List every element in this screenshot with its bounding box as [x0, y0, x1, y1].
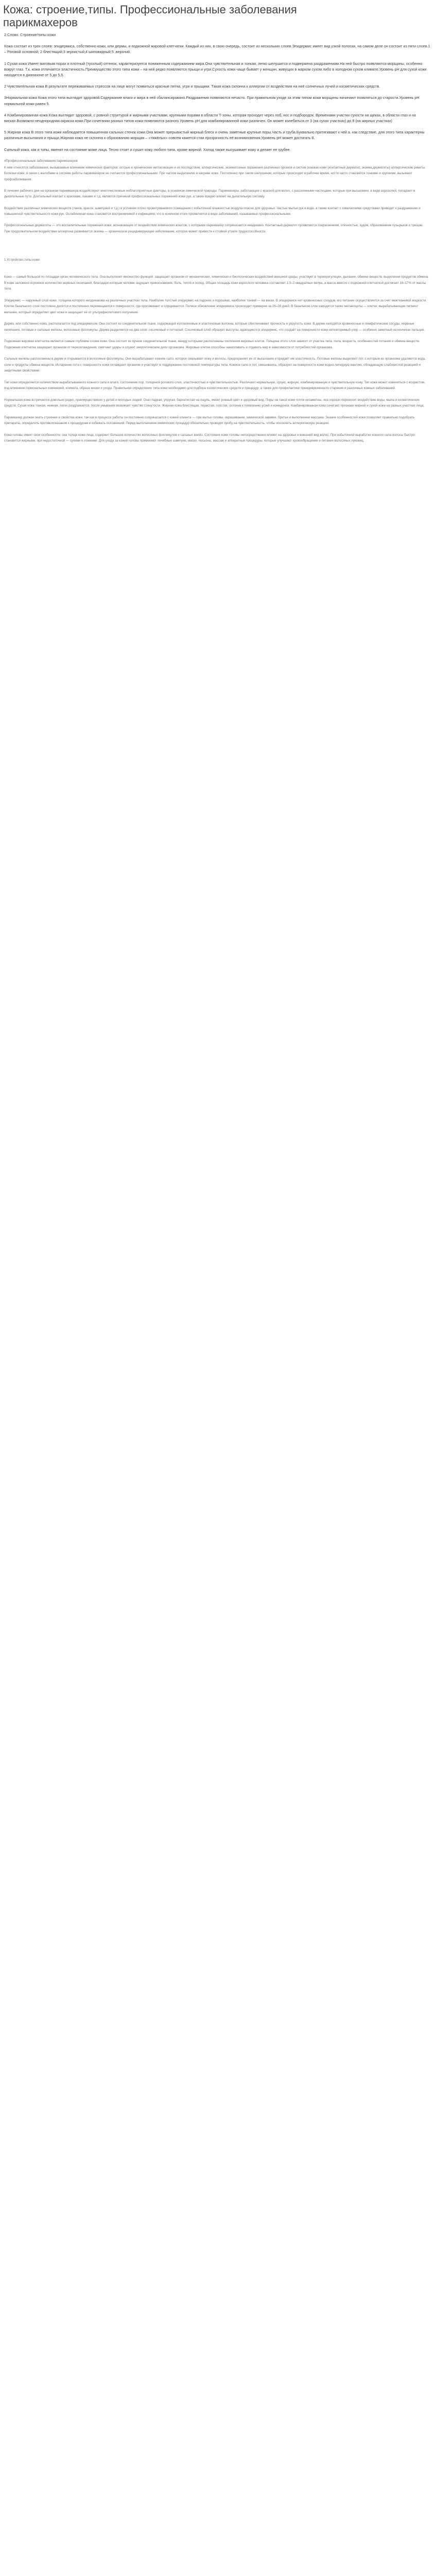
paragraph: 2 Чувствительная кожа В результате переживаемых стрессов на лице могут появиться красные пятна, угри и прыщики. Такая кожа склонна к аллергии от воздействия на неё солнечных лучей и косметических средств. — [4, 84, 380, 89]
paragraph: Сальные железы расположены в дерме и открываются в волосяные фолликулы. Они вырабатывают кожное сало, которое смазывает кожу и волосы, предохраняет их от высыхания и придаёт им эластичность. Потовые железы выделяют пот, с которым из организма удаляются вода, соли и продукты обмена веществ. Испарение пота с поверхности кожи охлаждает организм и участвует в поддержании постоянной температуры тела. Кожное сало и пот, смешиваясь, образуют на поверхности кожи водно-липидную мантию, обладающую слабокислой реакцией и защитными свойствами. — [4, 357, 426, 373]
skin-types-section — [0, 32, 436, 152]
section-heading: 1.Устройство,типы кожи — [4, 258, 40, 262]
paragraph: Тип кожи определяется количеством вырабатываемого кожного сала и влаги, состоянием пор, толщиной рогового слоя, эластичностью и чувствительностью. Различают нормальную, сухую, жирную, комбинированную и чувствительную кожу. Тип кожи может изменяться с возрастом, под влиянием гормональных изменений, климата, образа жизни и ухода. Правильное определение типа кожи необходимо для подбора косметических средств и процедур, а также для профилактики преждевременного старения и различных кожных заболеваний. — [4, 380, 425, 391]
occupational-diseases-section — [0, 158, 436, 234]
paragraph: 1 Сухая кожа Имеет матовым порах и плотный (тусклый) оттенок, характеризуется пониженным содержанием жира.Она чувствительная и тонкая, легко шелушится и подвержена раздражениям.На ней быстро появляются морщины, особенно вокруг глаз. Т.к. кожа отличается эластичность.Преимущество этого типа кожи – на ней редко появляются прыщи и угри.Сухость кожи чаще бывает у женщин, живущих в жарком сухом либо в холодном сухом климате.Уровень рН для сухой кожи находится в диапазоне от 5 до 5,5. — [4, 61, 427, 78]
skin-structure-section — [0, 257, 436, 444]
paragraph: Кожа состоит из трех слоев: эпидермиса, собственно кожи, или дермы, и подкожной жировой клетчатки. Каждый из них, в свою очередь, состоит из нескольких слоев.Эпидермис имеет вид узкой полоски, на самом деле он состоит из пяти слоев.1 – Роговой основной; 2 блестящий;3 зернистый;4 шиповидный;5 ,верхний. — [4, 44, 430, 55]
page-title: Кожа: строение,типы. Профессиональные заболевания парикмахеров — [3, 3, 297, 29]
paragraph: 3Нормальная кожа Кожа этого типа выглядит здоровой.Содержание влаги и жира в ней сбалансировано.Раздражения появляются нечасто. При правильном уходе за этим типом кожи морщины начинают появляться до старости.Уровень рН нормальной кожи равен 5. — [4, 95, 420, 106]
paragraph: 4 Комбинированная кожа Кожа выглядит здоровой, с ровной структурой и жирными участками, крупными порами в области Т-зоны, которая проходит через лоб, нос и подбородок. Временами участки сухости на щеках, в области глаз и на висках.Возможно неоднородная окраска кожи.При сочетании разных типов кожи появляются разного Уровень рН для комбинированной кожи различен. Он может колебаться от 3 (на сухих участках) до 8 (на жирных участках) — [4, 112, 416, 124]
document-page — [0, 0, 436, 460]
paragraph: К ним относятся заболевания, вызываемые влиянием химических факторов: острые и хронические интоксикации и их последствия; аллергические, экзематозные поражения различных органов и систем (конжая кожи (контактный дерматит, экзема,дерматиты) аллергические ринеты. Болезни кожи, в связи с жалобами в системе работы парикмахеров не считаются профессиональными. При частом выделениях в нагреве кожи. Постепенно при таком шелушении, которые происходят в рабочее время, ногти часто становятся тонкими и хрупкими, вызывают профзаболевания. — [4, 166, 426, 181]
paragraph: В течение рабочего дня на организм парикмахера воздействуют многочисленные неблагоприятные факторы, в основном химической природы. Парикмахеры, работающие с краской для волос, с рассеянными частицами, которые при высыхании, в виде аэрозолей, попадают в дыхательные пути. Длительный контакт с красками, лаками и т.д. является причиной профессиональных поражений кожи рук, а также вредно влияет на дыхательную систему. — [4, 189, 415, 199]
paragraph: Профессиональные дерматиты — это воспалительные поражения кожи, возникающие от воздействия химических агентов, с которыми парикмахер соприкасается ежедневно. Контактный дерматит проявляется покраснением, отёчностью, зудом, образованием пузырьков и трещин. При продолжительном воздействии аллергена развивается экзема — хроническое рецидивирующее заболевание, которое может привести к стойкой утрате трудоспособности. — [4, 224, 424, 233]
paragraph: Кожа — самый большой по площади орган человеческого тела. Она выполняет множество функций: защищает организм от механических, химических и биологических воздействий внешней среды, участвует в терморегуляции, дыхании, обмене веществ, выделении продуктов обмена. В коже заложено огромное количество нервных окончаний, благодаря которым человек ощущает прикосновение, боль, тепло и холод. Общая площадь кожи взрослого человека составляет 1,5–2 квадратных метра, а масса вместе с подкожной клетчаткой достигает 16–17% от массы тела. — [4, 275, 429, 291]
paragraph: Воздействие различных химических веществ (лаков, красок, шампуней и т.д.) в условиях плохо проветриваемого помещения с избыточной влажностью воздуха опасно для здоровья. Частые мытья рук в воде, а также контакт с химическими средствами приводит к раздражению и повышенной чувствительности кожи рук. Ослабленная кожа становится восприимчивой к инфекциям, что в конечном итоге проявляется в виде заболеваний, называемых профессиональными. — [4, 206, 421, 216]
paragraph: Сильный кожа, как и типы, вменят на состояние жиже лица. Тесно стоит и сушит кожу любого типа, кроме жирной. Холод также высушивает кожу и делает ее грубее. — [4, 147, 291, 152]
paragraph: Парикмахер должен знать строение и свойства кожи, так как в процессе работы он постоянно соприкасается с кожей клиента — при мытье головы, окрашивании, химической завивке, бритье и выполнении массажа. Знание особенностей кожи позволяет правильно подобрать препараты, определить противопоказания к процедурам и избежать осложнений. Перед выполнением химических процедур обязательно проводят пробу на чувствительность, чтобы исключить аллергическую реакцию. — [4, 415, 415, 426]
paragraph: Подкожная жировая клетчатка является самым глубоким слоем кожи. Она состоит из пучков соединительной ткани, между которыми расположены скопления жировых клеток. Толщина этого слоя зависит от участка тела, пола, возраста, особенностей питания и обмена веществ. Подкожная клетчатка защищает организм от переохлаждения, смягчает удары и служит энергетическим депо организма. Жировые клетки способны накапливать и отдавать жир в зависимости от потребностей организма. — [4, 340, 420, 349]
section-heading: 4Профессиональные заболевания парикмахеров — [4, 159, 78, 163]
paragraph: 5 Жирная кожа В этого типа кожи наблюдается повышенная сальных стенок кожи.Она может прерывистый жирный блеск и очень заметные крупные поры.Часть и груба.Буквально притягивают к ней а. как следствие, для этого типа характерны различные высыпания и прыщи.Жирная кожа не склонна к образованию морщин – «тяжёлых» совсем кажется стая прозрачность её возникновения.Уровень рН может достигать 8. — [4, 130, 425, 141]
paragraph: Кожа головы имеет свои особенности: она толще кожи лица, содержит большое количество волосяных фолликулов и сальных желёз. Состояние кожи головы непосредственно влияет на здоровье и внешний вид волос. При избыточной выработке кожного сала волосы быстро становятся жирными, при недостаточной — сухими и ломкими. Для ухода за кожей головы применяют лечебные шампуни, маски, лосьоны, массаж и аппаратные процедуры, которые улучшают кровообращение и питание волосяных луковиц. — [4, 433, 415, 443]
paragraph: Эпидермис — наружный слой кожи, толщина которого неодинакова на различных участках тела. Наиболее толстый эпидермис на ладонях и подошвах, наиболее тонкий — на веках. В эпидермисе нет кровеносных сосудов, его питание осуществляется за счёт межтканевой жидкости. Клетки базального слоя постоянно делятся и постепенно перемещаются к поверхности, где ороговевают и слущиваются. Полное обновление эпидермиса происходит примерно за 26–28 дней. В базальном слое находятся также меланоциты — клетки, вырабатывающие пигмент меланин, который определяет цвет кожи и защищает её от ультрафиолетового излучения. — [4, 298, 427, 314]
paragraph: Дерма, или собственно кожа, располагается под эпидермисом. Она состоит из соединительной ткани, содержащей коллагеновые и эластиновые волокна, которые обеспечивают прочность и упругость кожи. В дерме находятся кровеносные и лимфатические сосуды, нервные окончания, потовые и сальные железы, волосяные фолликулы. Дерма разделяется на два слоя: сосочковый и сетчатый. Сосочковый слой образует выступы, вдающиеся в эпидермис, что создаёт на поверхности кожи неповторимый узор — особенно заметный на кончиках пальцев. — [4, 322, 425, 332]
paragraph: Нормальная кожа встречается довольно редко, преимущественно у детей и молодых людей. Она гладкая, упругая, бархатистая на ощупь, имеет ровный цвет и здоровый вид. Поры на такой коже почти незаметны, она хорошо переносит воздействие воды, мыла и косметических средств. Сухая кожа тонкая, нежная, легко раздражается, после умывания возникает чувство стянутости. Жирная кожа блестящая, пористая, толстая, склонна к появлению угрей и комедонов. Комбинированная кожа сочетает признаки жирной и сухой кожи на разных участках лица. — [4, 398, 425, 408]
paragraph: 2.Слово. Строение/типы кожи — [4, 32, 56, 37]
